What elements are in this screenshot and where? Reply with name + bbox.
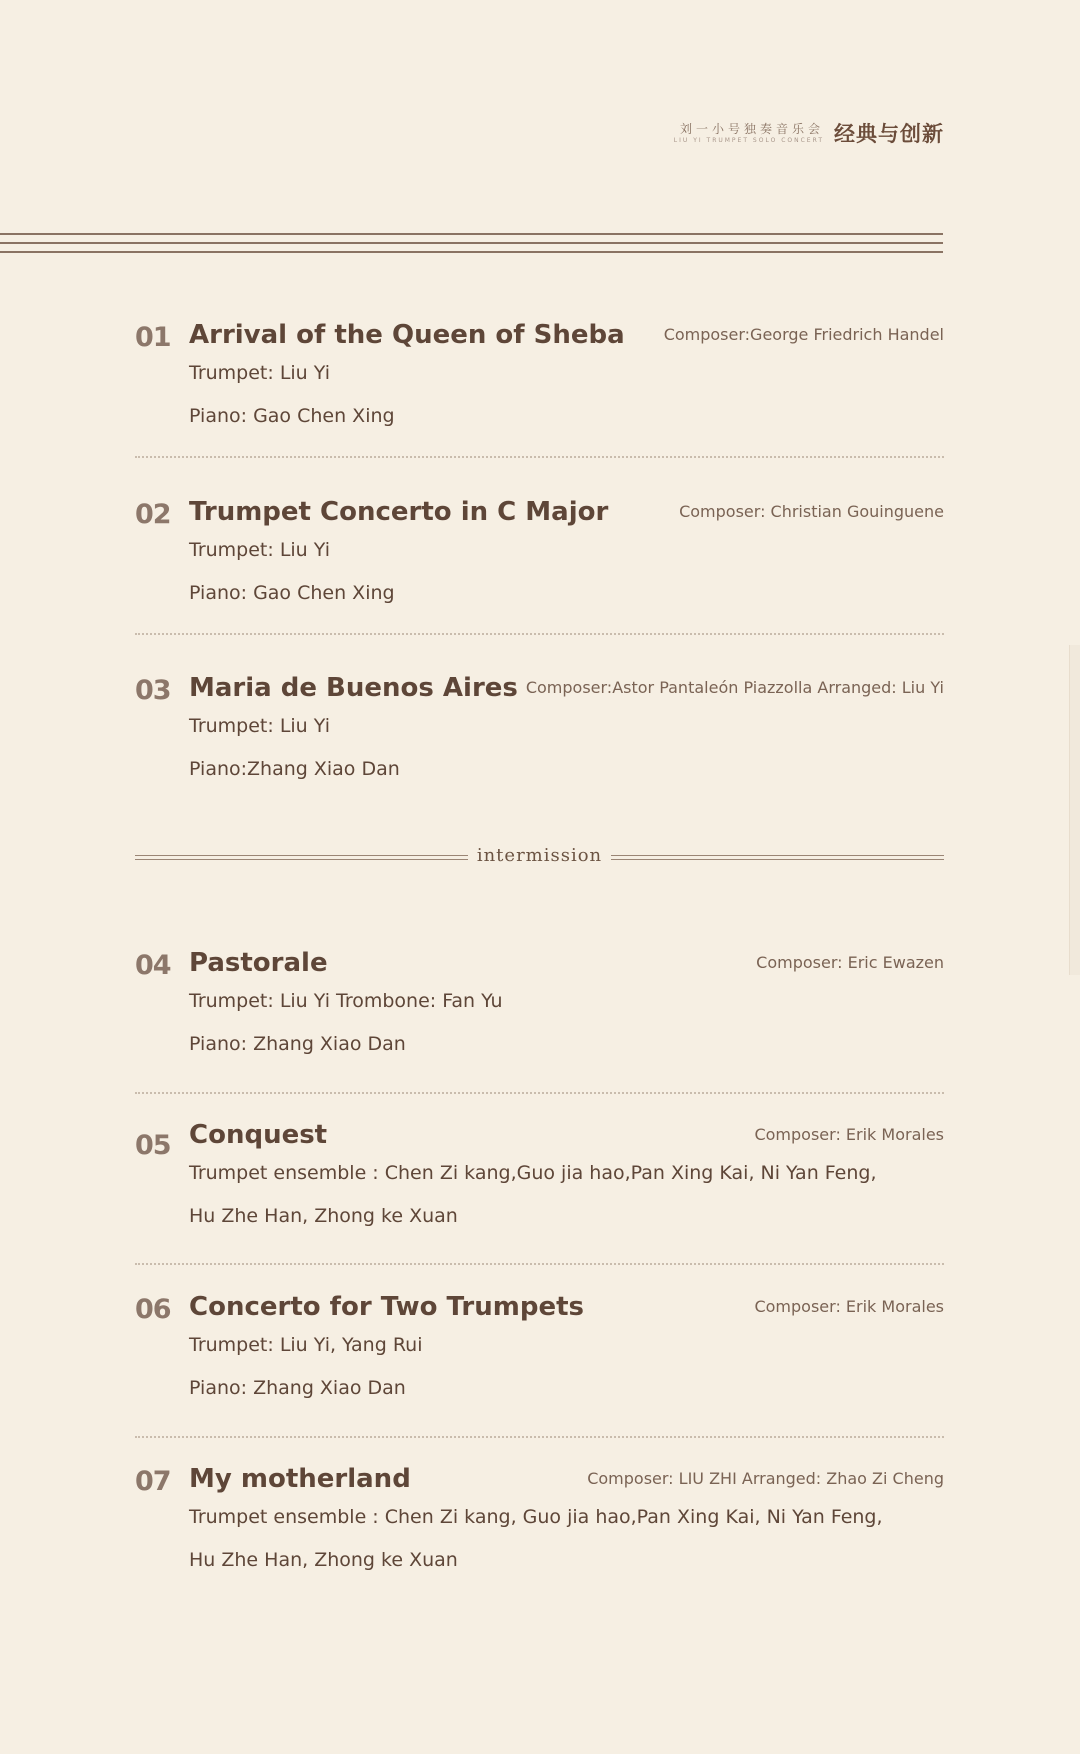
piece-title: Conquest — [189, 1120, 328, 1150]
piece-title: Trumpet Concerto in C Major — [189, 497, 609, 527]
dotted-divider — [135, 1263, 944, 1265]
performer-line-2: Piano: Zhang Xiao Dan — [189, 1033, 406, 1055]
composer-credit: Composer: Erik Morales — [754, 1297, 944, 1316]
performer-line-2: Piano:Zhang Xiao Dan — [189, 758, 400, 780]
header-rule-bottom — [0, 251, 943, 253]
performer-line-1: Trumpet ensemble : Chen Zi kang,Guo jia hao,Pan Xing Kai, Ni Yan Feng, — [189, 1162, 877, 1184]
header-subtitle-stack — [674, 122, 824, 145]
dotted-divider — [135, 456, 944, 458]
piece-title: Concerto for Two Trumpets — [189, 1292, 584, 1322]
performer-line-2: Piano: Gao Chen Xing — [189, 582, 395, 604]
performer-line-1: Trumpet: Liu Yi — [189, 715, 330, 737]
dotted-divider — [135, 1092, 944, 1094]
page-edge — [1069, 645, 1080, 975]
concert-header — [674, 118, 944, 148]
composer-credit: Composer:Astor Pantaleón Piazzolla Arranged: Liu Yi — [525, 678, 944, 697]
item-number: 06 — [135, 1294, 171, 1325]
item-number: 04 — [135, 950, 171, 981]
intermission-divider — [135, 845, 944, 869]
composer-credit: Composer: LIU ZHI Arranged: Zhao Zi Cheng — [587, 1469, 944, 1488]
item-number: 01 — [135, 322, 171, 353]
piece-title: My motherland — [189, 1464, 411, 1494]
intermission-label: intermission — [476, 845, 603, 866]
performer-line-2: Hu Zhe Han, Zhong ke Xuan — [189, 1549, 458, 1571]
performer-line-1: Trumpet ensemble : Chen Zi kang, Guo jia hao,Pan Xing Kai, Ni Yan Feng, — [189, 1506, 883, 1528]
performer-line-1: Trumpet: Liu Yi — [189, 539, 330, 561]
composer-credit: Composer: Eric Ewazen — [756, 953, 944, 972]
header-chinese-subtitle: 刘一小号独奏音乐会 — [679, 121, 824, 136]
piece-title: Pastorale — [189, 948, 328, 978]
performer-line-2: Hu Zhe Han, Zhong ke Xuan — [189, 1205, 458, 1227]
performer-line-1: Trumpet: Liu Yi Trombone: Fan Yu — [189, 990, 503, 1012]
header-english-subtitle: LIU YI TRUMPET SOLO CONCERT — [673, 136, 824, 144]
item-number: 03 — [135, 675, 171, 706]
piece-title: Arrival of the Queen of Sheba — [189, 320, 625, 350]
header-rule-middle — [0, 242, 943, 244]
performer-line-2: Piano: Gao Chen Xing — [189, 405, 395, 427]
piece-title: Maria de Buenos Aires — [189, 673, 518, 703]
performer-line-1: Trumpet: Liu Yi, Yang Rui — [189, 1334, 423, 1356]
header-chinese-title: 经典与创新 — [834, 122, 944, 146]
dotted-divider — [135, 633, 944, 635]
item-number: 07 — [135, 1466, 171, 1497]
item-number: 02 — [135, 499, 171, 530]
composer-credit: Composer: Christian Gouinguene — [679, 502, 944, 521]
intermission-line-right — [611, 855, 944, 860]
item-number: 05 — [135, 1130, 171, 1161]
composer-credit: Composer:George Friedrich Handel — [663, 325, 944, 344]
header-rule-top — [0, 233, 943, 235]
dotted-divider — [135, 1436, 944, 1438]
performer-line-1: Trumpet: Liu Yi — [189, 362, 330, 384]
performer-line-2: Piano: Zhang Xiao Dan — [189, 1377, 406, 1399]
composer-credit: Composer: Erik Morales — [754, 1125, 944, 1144]
